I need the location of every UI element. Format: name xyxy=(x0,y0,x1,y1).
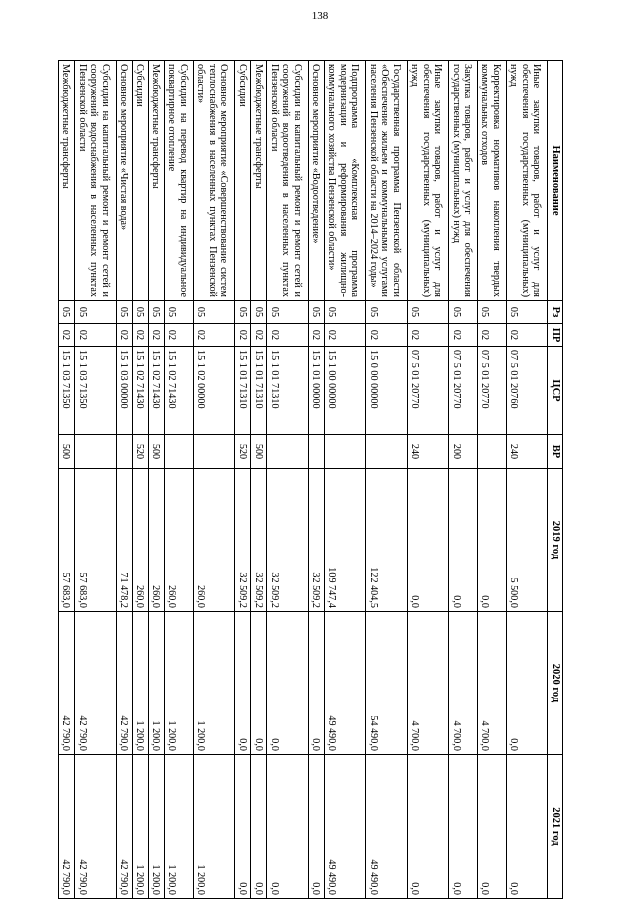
cell-vr: 500 xyxy=(59,435,75,469)
cell-rz: 05 xyxy=(59,301,75,324)
cell-name: Межбюджетные трансферты xyxy=(59,61,75,301)
cell-rz: 05 xyxy=(366,301,407,324)
cell-pr: 02 xyxy=(324,324,365,347)
cell-csr: 15 1 02 71430 xyxy=(132,347,148,435)
cell-2019: 260,0 xyxy=(193,469,234,612)
header-2020: 2020 год xyxy=(548,612,563,755)
cell-rz: 05 xyxy=(193,301,234,324)
cell-csr: 07 5 01 20760 xyxy=(506,347,547,435)
cell-2021: 49 490,0 xyxy=(366,755,407,899)
cell-pr: 02 xyxy=(308,324,324,347)
cell-vr xyxy=(193,435,234,469)
cell-name: Основное мероприятие «Водоотведение» xyxy=(308,61,324,301)
cell-csr: 15 1 01 71310 xyxy=(251,347,267,435)
cell-2020: 0,0 xyxy=(235,612,251,755)
cell-2020: 49 490,0 xyxy=(324,612,365,755)
cell-pr: 02 xyxy=(235,324,251,347)
cell-csr: 07 5 01 20770 xyxy=(478,347,507,435)
cell-2020: 0,0 xyxy=(267,612,308,755)
cell-name: Субсидии xyxy=(235,61,251,301)
cell-rz: 05 xyxy=(407,301,448,324)
cell-vr xyxy=(267,435,308,469)
cell-2019: 260,0 xyxy=(148,469,164,612)
cell-2020: 42 790,0 xyxy=(75,612,116,755)
page-number: 138 xyxy=(311,10,329,22)
table-row xyxy=(148,61,164,899)
cell-2021: 1 200,0 xyxy=(164,755,193,899)
cell-csr: 15 1 01 71310 xyxy=(235,347,251,435)
cell-rz: 05 xyxy=(506,301,547,324)
cell-name: Субсидии xyxy=(132,61,148,301)
cell-name: Основное мероприятие «Чистая вода» xyxy=(116,61,132,301)
header-2019: 2019 год xyxy=(548,469,563,612)
cell-csr: 15 1 03 00000 xyxy=(116,347,132,435)
cell-csr: 15 1 02 71430 xyxy=(164,347,193,435)
cell-rz: 05 xyxy=(308,301,324,324)
cell-2020: 1 200,0 xyxy=(148,612,164,755)
cell-2019: 0,0 xyxy=(478,469,507,612)
header-2021: 2021 год xyxy=(548,755,563,899)
cell-rz: 05 xyxy=(449,301,478,324)
cell-csr: 15 1 00 00000 xyxy=(324,347,365,435)
cell-vr: 500 xyxy=(148,435,164,469)
cell-rz: 05 xyxy=(267,301,308,324)
cell-rz: 05 xyxy=(75,301,116,324)
cell-csr: 07 5 01 20770 xyxy=(407,347,448,435)
cell-2021: 0,0 xyxy=(251,755,267,899)
cell-2019: 260,0 xyxy=(164,469,193,612)
cell-vr xyxy=(75,435,116,469)
cell-vr xyxy=(164,435,193,469)
table-row xyxy=(116,61,132,899)
table-body xyxy=(59,61,548,899)
cell-name: Закупка товаров, работ и услуг для обеспечения государственных (муниципальных) нужд xyxy=(449,61,478,301)
cell-2021: 0,0 xyxy=(235,755,251,899)
cell-name: Основное мероприятие «Совершенствование систем теплоснабжения в населенных пунктах Пензенской области» xyxy=(193,61,234,301)
cell-pr: 02 xyxy=(407,324,448,347)
cell-rz: 05 xyxy=(235,301,251,324)
cell-csr: 07 5 01 20770 xyxy=(449,347,478,435)
cell-csr: 15 0 00 00000 xyxy=(366,347,407,435)
cell-vr xyxy=(324,435,365,469)
cell-2020: 4 700,0 xyxy=(407,612,448,755)
cell-2019: 109 747,4 xyxy=(324,469,365,612)
cell-vr: 500 xyxy=(251,435,267,469)
cell-pr: 02 xyxy=(193,324,234,347)
table-row xyxy=(59,61,75,899)
table-row xyxy=(506,61,547,899)
cell-name: Корректировка нормативов накопления твердых коммунальных отходов xyxy=(478,61,507,301)
cell-2019: 5 500,0 xyxy=(506,469,547,612)
header-name: Наименование xyxy=(548,61,563,301)
cell-rz: 05 xyxy=(116,301,132,324)
cell-2021: 1 200,0 xyxy=(193,755,234,899)
table-row xyxy=(407,61,448,899)
cell-2020: 4 700,0 xyxy=(449,612,478,755)
cell-pr: 02 xyxy=(478,324,507,347)
cell-2020: 0,0 xyxy=(251,612,267,755)
cell-vr xyxy=(366,435,407,469)
cell-pr: 02 xyxy=(116,324,132,347)
cell-2019: 32 509,2 xyxy=(235,469,251,612)
cell-rz: 05 xyxy=(164,301,193,324)
cell-rz: 05 xyxy=(251,301,267,324)
cell-csr: 15 1 02 00000 xyxy=(193,347,234,435)
cell-2021: 0,0 xyxy=(407,755,448,899)
table-row xyxy=(193,61,234,899)
cell-2021: 0,0 xyxy=(267,755,308,899)
cell-2019: 0,0 xyxy=(449,469,478,612)
cell-2021: 0,0 xyxy=(506,755,547,899)
cell-vr xyxy=(308,435,324,469)
cell-2021: 42 790,0 xyxy=(59,755,75,899)
cell-2021: 42 790,0 xyxy=(75,755,116,899)
cell-pr: 02 xyxy=(148,324,164,347)
table-row xyxy=(132,61,148,899)
cell-pr: 02 xyxy=(267,324,308,347)
cell-2019: 122 404,5 xyxy=(366,469,407,612)
cell-rz: 05 xyxy=(478,301,507,324)
table-row xyxy=(164,61,193,899)
cell-2021: 1 200,0 xyxy=(148,755,164,899)
cell-name: Межбюджетные трансферты xyxy=(148,61,164,301)
table-row xyxy=(308,61,324,899)
table-row xyxy=(449,61,478,899)
cell-name: Межбюджетные трансферты xyxy=(251,61,267,301)
cell-vr: 240 xyxy=(506,435,547,469)
table-row xyxy=(235,61,251,899)
cell-pr: 02 xyxy=(75,324,116,347)
cell-name: Подпрограмма «Комплексная программа модернизации и реформирования жилищно-коммунального хозяйства Пензенской области» xyxy=(324,61,365,301)
cell-name: Субсидии на капитальный ремонт и ремонт сетей и сооружений водоснабжения в населенных пунктах Пензенской области xyxy=(75,61,116,301)
cell-pr: 02 xyxy=(449,324,478,347)
cell-pr: 02 xyxy=(251,324,267,347)
cell-2019: 0,0 xyxy=(407,469,448,612)
cell-csr: 15 1 02 71430 xyxy=(148,347,164,435)
cell-pr: 02 xyxy=(366,324,407,347)
cell-vr xyxy=(478,435,507,469)
cell-name: Субсидии на капитальный ремонт и ремонт сетей и сооружений водоотведения в населенных пунктах Пензенской области xyxy=(267,61,308,301)
cell-2021: 42 790,0 xyxy=(116,755,132,899)
cell-name: Государственная программа Пензенской области «Обеспечение жильем и коммунальными услугами населения Пензенской области на 2014–2024 годы» xyxy=(366,61,407,301)
cell-2019: 32 509,2 xyxy=(308,469,324,612)
cell-2019: 32 509,2 xyxy=(251,469,267,612)
table-header-row xyxy=(548,61,563,899)
table-row xyxy=(251,61,267,899)
cell-vr: 200 xyxy=(449,435,478,469)
cell-2020: 1 200,0 xyxy=(164,612,193,755)
cell-2019: 57 683,0 xyxy=(59,469,75,612)
cell-csr: 15 1 03 71350 xyxy=(75,347,116,435)
cell-2021: 0,0 xyxy=(449,755,478,899)
cell-2020: 4 700,0 xyxy=(478,612,507,755)
table-row xyxy=(75,61,116,899)
table-row xyxy=(478,61,507,899)
cell-2020: 54 490,0 xyxy=(366,612,407,755)
cell-csr: 15 1 01 71310 xyxy=(267,347,308,435)
table-row xyxy=(366,61,407,899)
budget-table xyxy=(58,60,563,899)
cell-csr: 15 1 03 71350 xyxy=(59,347,75,435)
header-csr: ЦСР xyxy=(548,347,563,435)
cell-csr: 15 1 01 00000 xyxy=(308,347,324,435)
cell-2020: 0,0 xyxy=(506,612,547,755)
cell-2019: 260,0 xyxy=(132,469,148,612)
cell-2019: 32 509,2 xyxy=(267,469,308,612)
cell-2019: 57 683,0 xyxy=(75,469,116,612)
cell-2020: 1 200,0 xyxy=(132,612,148,755)
table-row xyxy=(324,61,365,899)
cell-2021: 49 490,0 xyxy=(324,755,365,899)
cell-2020: 42 790,0 xyxy=(59,612,75,755)
cell-2021: 0,0 xyxy=(308,755,324,899)
table-row xyxy=(267,61,308,899)
cell-name: Иные закупки товаров, работ и услуг для обеспечения государственных (муниципальных) нужд xyxy=(506,61,547,301)
cell-pr: 02 xyxy=(59,324,75,347)
cell-name: Иные закупки товаров, работ и услуг для обеспечения государственных (муниципальных) нужд xyxy=(407,61,448,301)
header-pr: ПР xyxy=(548,324,563,347)
cell-2021: 0,0 xyxy=(478,755,507,899)
cell-2020: 0,0 xyxy=(308,612,324,755)
cell-rz: 05 xyxy=(148,301,164,324)
cell-name: Субсидии на перевод квартир на индивидуальное поквартирное отопление xyxy=(164,61,193,301)
cell-rz: 05 xyxy=(324,301,365,324)
cell-2020: 1 200,0 xyxy=(193,612,234,755)
header-vr: ВР xyxy=(548,435,563,469)
cell-2020: 42 790,0 xyxy=(116,612,132,755)
cell-2021: 1 200,0 xyxy=(132,755,148,899)
cell-vr xyxy=(116,435,132,469)
cell-2019: 71 478,2 xyxy=(116,469,132,612)
rotated-table-container xyxy=(58,60,563,898)
header-rz: Рз xyxy=(548,301,563,324)
cell-vr: 520 xyxy=(132,435,148,469)
cell-vr: 240 xyxy=(407,435,448,469)
cell-pr: 02 xyxy=(132,324,148,347)
cell-vr: 520 xyxy=(235,435,251,469)
cell-pr: 02 xyxy=(164,324,193,347)
cell-rz: 05 xyxy=(132,301,148,324)
cell-pr: 02 xyxy=(506,324,547,347)
